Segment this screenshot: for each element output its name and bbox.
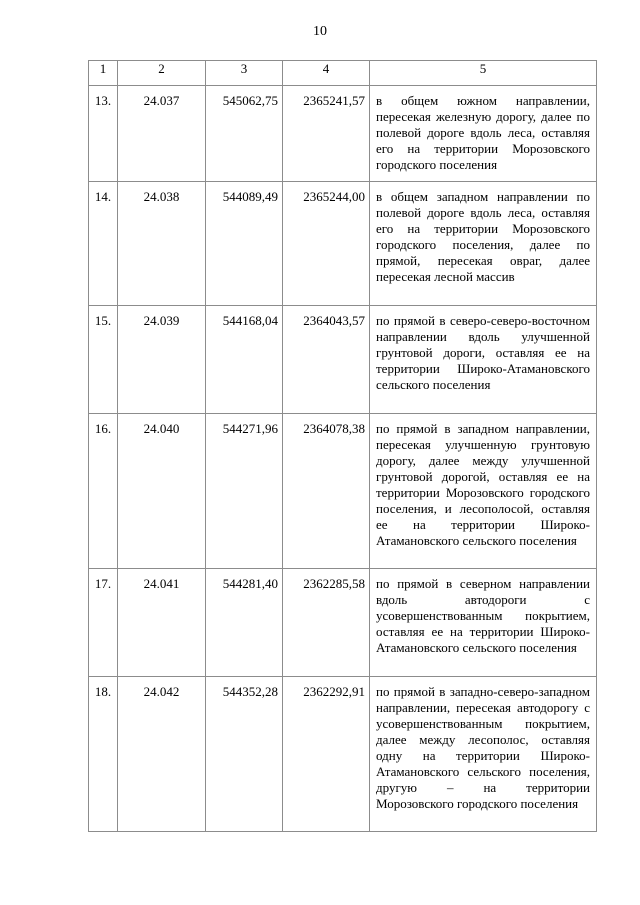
point-code: 24.042: [118, 677, 206, 832]
coordinate-y: 2362285,58: [283, 569, 370, 677]
row-number: 14.: [89, 182, 118, 306]
boundary-description: по прямой в северном направлении вдоль автодороги с усовершенствованным покрытием, оставляя ее на территории Широко-Атамановского сельского поселения: [370, 569, 597, 677]
page-number: 10: [313, 24, 327, 39]
table-row: [89, 306, 597, 414]
boundary-description: в общем южном направлении, пересекая железную дорогу, далее по полевой дороге вдоль леса, оставляя его на территории Морозовского городского поселения: [370, 86, 597, 182]
coordinate-x: 544352,28: [206, 677, 283, 832]
point-code: 24.038: [118, 182, 206, 306]
boundary-description: по прямой в западном направлении, пересекая улучшенную грунтовую дорогу, далее между улучшенной грунтовой дорогой, оставляя ее на территории Морозовского городского поселения, и лесополосой, оставляя ее на территории Широко-Атамановского сельского поселения: [370, 414, 597, 569]
table-row: [89, 677, 597, 832]
coordinate-y: 2365241,57: [283, 86, 370, 182]
boundary-description: по прямой в северо-северо-восточном направлении вдоль улучшенной грунтовой дороги, оставляя ее на территории Широко-Атамановского сельского поселения: [370, 306, 597, 414]
table-row: [89, 182, 597, 306]
coordinate-y: 2362292,91: [283, 677, 370, 832]
point-code: 24.037: [118, 86, 206, 182]
row-number: 17.: [89, 569, 118, 677]
coordinate-x: 544089,49: [206, 182, 283, 306]
boundary-description: в общем западном направлении по полевой дороге вдоль леса, оставляя его на территории Морозовского городского поселения, далее по прямой, пересекая овраг, далее пересекая лесной массив: [370, 182, 597, 306]
row-number: 16.: [89, 414, 118, 569]
column-header: 1: [89, 61, 118, 86]
column-header: 4: [283, 61, 370, 86]
column-header: 5: [370, 61, 597, 86]
column-header: 3: [206, 61, 283, 86]
coordinate-x: 544271,96: [206, 414, 283, 569]
coordinate-x: 544281,40: [206, 569, 283, 677]
row-number: 13.: [89, 86, 118, 182]
boundary-description: по прямой в западно-северо-западном направлении, пересекая автодорогу с усовершенствованным покрытием, далее между лесополос, оставляя одну на территории Широко-Атамановского сельского поселения, другую – на территории Морозовского городского поселения: [370, 677, 597, 832]
table-header-row: [89, 61, 597, 86]
row-number: 15.: [89, 306, 118, 414]
row-number: 18.: [89, 677, 118, 832]
boundary-points-table: [88, 60, 597, 832]
table-row: [89, 414, 597, 569]
column-header: 2: [118, 61, 206, 86]
table-row: [89, 569, 597, 677]
point-code: 24.040: [118, 414, 206, 569]
coordinate-y: 2364043,57: [283, 306, 370, 414]
coordinate-y: 2365244,00: [283, 182, 370, 306]
coordinate-x: 545062,75: [206, 86, 283, 182]
table-row: [89, 86, 597, 182]
coordinate-y: 2364078,38: [283, 414, 370, 569]
coordinate-x: 544168,04: [206, 306, 283, 414]
point-code: 24.039: [118, 306, 206, 414]
point-code: 24.041: [118, 569, 206, 677]
